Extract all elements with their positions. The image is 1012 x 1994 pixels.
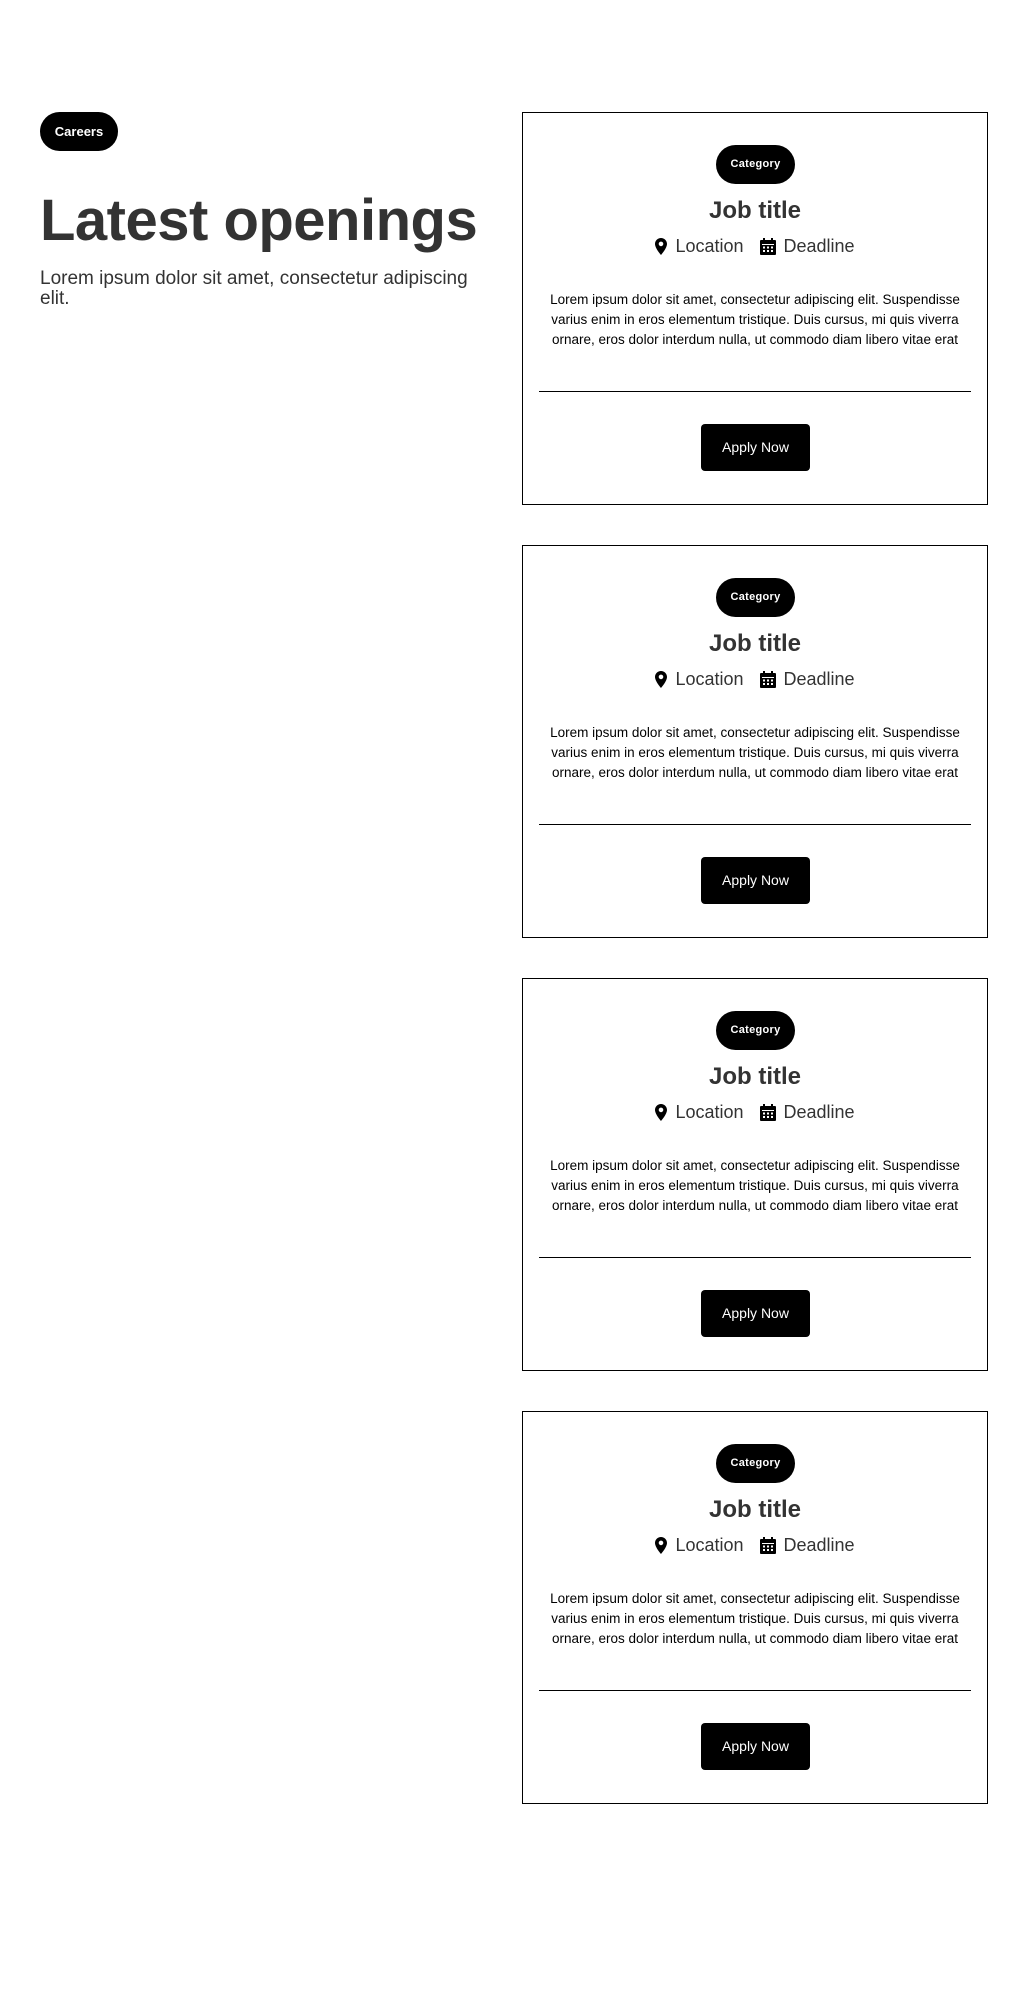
job-description: Lorem ipsum dolor sit amet, consectetur adipiscing elit. Suspendisse varius enim in eros elementum tristique. Duis cursus, mi quis viverra ornare, eros dolor interdum nulla, ut commodo diam libero vitae erat	[550, 1158, 960, 1213]
job-deadline-label: Deadline	[783, 236, 855, 256]
job-card	[522, 545, 988, 938]
apply-now-button[interactable]: Apply Now	[701, 1290, 810, 1337]
job-deadline-label: Deadline	[783, 1102, 855, 1122]
job-deadline	[760, 1534, 855, 1556]
calendar-icon	[760, 671, 776, 688]
calendar-icon	[760, 1104, 776, 1121]
map-pin-icon	[655, 671, 667, 688]
apply-now-button[interactable]: Apply Now	[701, 1723, 810, 1770]
intro-section	[40, 112, 480, 309]
card-divider	[539, 1690, 971, 1691]
card-divider	[539, 824, 971, 825]
job-description: Lorem ipsum dolor sit amet, consectetur adipiscing elit. Suspendisse varius enim in eros elementum tristique. Duis cursus, mi quis viverra ornare, eros dolor interdum nulla, ut commodo diam libero vitae erat	[550, 725, 960, 780]
page-title: Latest openings	[40, 188, 478, 253]
apply-now-button[interactable]: Apply Now	[701, 424, 810, 471]
job-deadline	[760, 1101, 855, 1123]
job-location	[655, 1534, 743, 1556]
category-badge: Category	[716, 1011, 795, 1050]
calendar-icon	[760, 238, 776, 255]
job-description: Lorem ipsum dolor sit amet, consectetur adipiscing elit. Suspendisse varius enim in eros elementum tristique. Duis cursus, mi quis viverra ornare, eros dolor interdum nulla, ut commodo diam libero vitae erat	[550, 292, 960, 347]
job-meta	[523, 668, 987, 690]
card-divider	[539, 391, 971, 392]
job-title: Job title	[708, 1063, 801, 1090]
job-description: Lorem ipsum dolor sit amet, consectetur adipiscing elit. Suspendisse varius enim in eros elementum tristique. Duis cursus, mi quis viverra ornare, eros dolor interdum nulla, ut commodo diam libero vitae erat	[550, 1591, 960, 1646]
job-meta	[523, 1101, 987, 1123]
job-location-label: Location	[675, 1535, 744, 1555]
category-badge: Category	[716, 145, 795, 184]
careers-badge: Careers	[40, 112, 118, 151]
job-title: Job title	[708, 197, 801, 224]
job-location	[655, 668, 743, 690]
map-pin-icon	[655, 1104, 667, 1121]
map-pin-icon	[655, 238, 667, 255]
job-location	[655, 235, 743, 257]
job-location	[655, 1101, 743, 1123]
job-card	[522, 1411, 988, 1804]
job-deadline-label: Deadline	[783, 1535, 855, 1555]
job-card	[522, 978, 988, 1371]
job-card	[522, 112, 988, 505]
job-meta	[523, 235, 987, 257]
map-pin-icon	[655, 1537, 667, 1554]
category-badge: Category	[716, 1444, 795, 1483]
job-deadline	[760, 235, 855, 257]
calendar-icon	[760, 1537, 776, 1554]
job-deadline	[760, 668, 855, 690]
job-location-label: Location	[675, 669, 744, 689]
job-title: Job title	[708, 630, 801, 657]
page-subtitle: Lorem ipsum dolor sit amet, consectetur adipiscing elit.	[40, 268, 468, 309]
category-badge: Category	[716, 578, 795, 617]
job-list	[522, 112, 988, 1844]
card-divider	[539, 1257, 971, 1258]
job-location-label: Location	[675, 236, 744, 256]
job-meta	[523, 1534, 987, 1556]
job-location-label: Location	[675, 1102, 744, 1122]
job-title: Job title	[708, 1496, 801, 1523]
apply-now-button[interactable]: Apply Now	[701, 857, 810, 904]
job-deadline-label: Deadline	[783, 669, 855, 689]
